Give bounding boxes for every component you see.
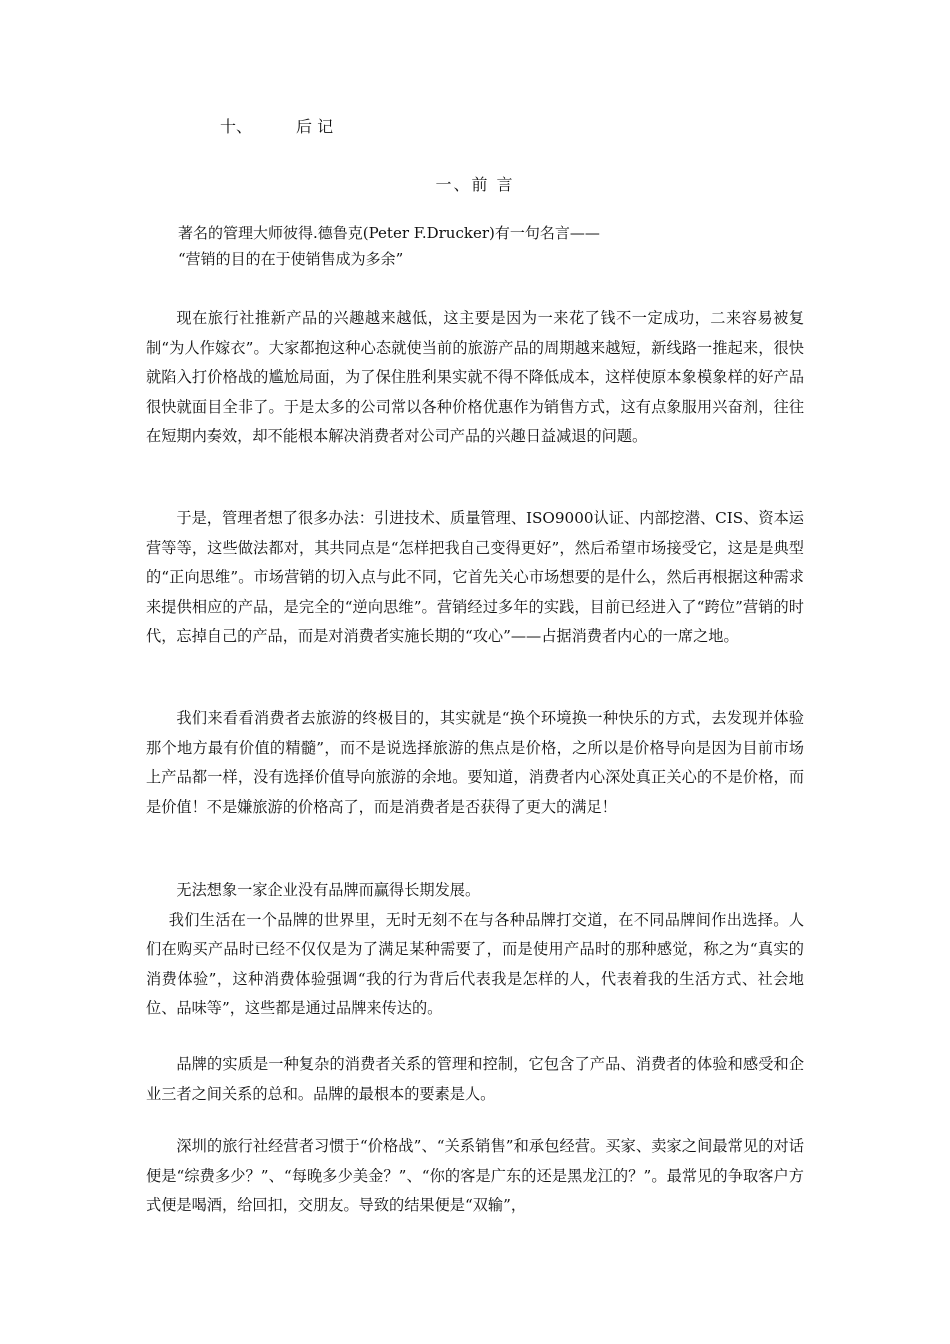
paragraph-2 [146, 504, 804, 652]
paragraph-1-text: 现在旅行社推新产品的兴趣越来越低，这主要是因为一来花了钱不一定成功，二来容易被复制“为人作嫁衣”。大家都抱这种心态就使当前的旅游产品的周期越来越短，新线路一推起来，很快就陷入打价格战的尴尬局面，为了保住胜利果实就不得不降低成本，这样使原本象模象样的好产品很快就面目全非了。于是太多的公司常以各种价格优惠作为销售方式，这有点象服用兴奋剂，往往在短期内奏效，却不能根本解决消费者对公司产品的兴趣日益减退的问题。 [146, 309, 804, 446]
toc-entry-afterword [220, 116, 333, 138]
paragraph-3 [146, 704, 804, 822]
quote-intro-line: 著名的管理大师彼得.德鲁克(Peter F.Drucker)有一句名言—— [178, 224, 600, 242]
paragraph-5 [146, 1050, 804, 1109]
section-title: 一、前 言 [435, 175, 515, 194]
paragraph-1 [146, 304, 804, 452]
paragraph-2-text: 于是，管理者想了很多办法：引进技术、质量管理、ISO9000认证、内部挖潜、CIS、资本运营等等，这些做法都对，其共同点是“怎样把我自己变得更好”，然后希望市场接受它，这是是典型的“正向思维”。市场营销的切入点与此不同，它首先关心市场想要的是什么，然后再根据这种需求来提供相应的产品，是完全的“逆向思维”。营销经过多年的实践，目前已经进入了“跨位”营销的时代，忘掉自己的产品，而是对消费者实施长期的“攻心”——占据消费者内心的一席之地。 [146, 509, 804, 646]
paragraph-6-text: 深圳的旅行社经营者习惯于“价格战”、“关系销售”和承包经营。买家、卖家之间最常见的对话便是“综费多少？”、“每晚多少美金？”、“你的客是广东的还是黑龙江的？”。最常见的争取客户方式便是喝酒，给回扣，交朋友。导致的结果便是“双输”， [146, 1137, 804, 1215]
paragraph-6 [146, 1132, 804, 1221]
toc-entry-number: 十、 [220, 117, 253, 136]
paragraph-4-text: 我们生活在一个品牌的世界里，无时无刻不在与各种品牌打交道，在不同品牌间作出选择。人们在购买产品时已经不仅仅是为了满足某种需要了，而是使用产品时的那种感觉，称之为“真实的消费体验”，这种消费体验强调“我的行为背后代表我是怎样的人，代表着我的生活方式、社会地位、品味等”，这些都是通过品牌来传达的。 [146, 910, 804, 1018]
paragraph-3-text: 我们来看看消费者去旅游的终极目的，其实就是“换个环境换一种快乐的方式，去发现并体验那个地方最有价值的精髓”，而不是说选择旅游的焦点是价格，之所以是价格导向是因为目前市场上产品都一样，没有选择价值导向旅游的余地。要知道，消费者内心深处真正关心的不是价格，而是价值！不是嫌旅游的价格高了，而是消费者是否获得了更大的满足！ [146, 709, 804, 816]
paragraph-4-lead: 无法想象一家企业没有品牌而赢得长期发展。 [176, 881, 481, 899]
toc-entry-label: 后 记 [296, 117, 334, 136]
quote-text-line: “营销的目的在于使销售成为多余” [178, 250, 404, 268]
paragraph-4 [146, 876, 804, 1024]
paragraph-5-text: 品牌的实质是一种复杂的消费者关系的管理和控制，它包含了产品、消费者的体验和感受和企业三者之间关系的总和。品牌的最根本的要素是人。 [146, 1055, 804, 1103]
opening-quote [178, 220, 600, 272]
